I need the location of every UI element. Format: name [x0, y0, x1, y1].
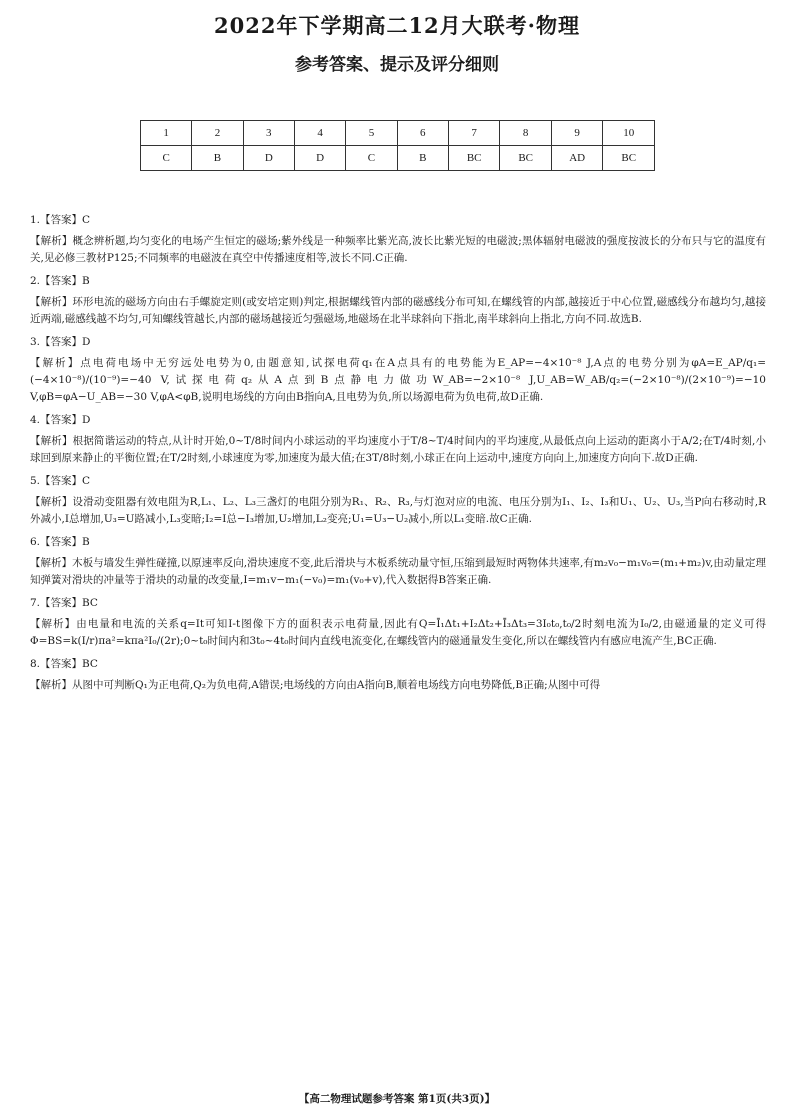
question-number-cell: 6 — [397, 121, 448, 146]
answer-cell: BC — [603, 146, 655, 171]
answer-cell: C — [346, 146, 397, 171]
page-footer: 【高二物理试题参考答案 第1页(共3页)】 — [298, 1093, 496, 1105]
answer-table-number-row — [141, 121, 655, 146]
question-block — [30, 334, 766, 406]
question-analysis: 【解析】设滑动变阻器有效电阻为R,L₁、L₂、L₃三盏灯的电阻分别为R₁、R₂、R₃,与灯泡对应的电流、电压分别为I₁、I₂、I₃和U₁、U₂、U₃,当P向右移动时,R外减小,I总增加,U₃=U路减小,L₃变暗;I₂=I总−I₃增加,U₂增加,L₂变亮;U₁=U₃−U₂减小,所以L₁变暗.故C正确. — [30, 496, 766, 525]
page-title: 2022年下学期高二12月大联考·物理 — [214, 13, 580, 38]
question-analysis: 【解析】根据简谐运动的特点,从计时开始,0~T/8时间内小球运动的平均速度小于T/8~T/4时间内的平均速度,从最低点向上运动的距离小于A/2;在T/4时刻,小球回到原来静止的平衡位置;在T/2时刻,小球速度为零,加速度为最大值;在3T/8时刻,小球正在向上运动中,速度方向向上,加速度方向向下.故D正确. — [30, 435, 766, 464]
question-answer-label: 7.【答案】BC — [30, 597, 98, 609]
question-block — [30, 534, 766, 589]
question-block — [30, 273, 766, 328]
question-number-cell: 5 — [346, 121, 397, 146]
question-number-cell: 9 — [551, 121, 603, 146]
question-analysis: 【解析】从图中可判断Q₁为正电荷,Q₂为负电荷,A错误;电场线的方向由A指向B,顺着电场线方向电势降低,B正确;从图中可得 — [30, 679, 601, 691]
question-block — [30, 656, 766, 694]
question-block — [30, 473, 766, 528]
question-analysis: 【解析】概念辨析题,均匀变化的电场产生恒定的磁场;紫外线是一种频率比紫光高,波长比紫光短的电磁波;黑体辐射电磁波的强度按波长的分布只与它的温度有关,见必修三教材P125;不同频率的电磁波在真空中传播速度相等,波长不同.C正确. — [30, 235, 766, 264]
question-answer-label: 4.【答案】D — [30, 414, 91, 426]
question-answer-label: 3.【答案】D — [30, 336, 91, 348]
question-number-cell: 2 — [192, 121, 243, 146]
question-answer-label: 5.【答案】C — [30, 475, 91, 487]
question-answer-label: 2.【答案】B — [30, 275, 90, 287]
question-analysis: 【解析】环形电流的磁场方向由右手螺旋定则(或安培定则)判定,根据螺线管内部的磁感线分布可知,在螺线管的内部,越接近于中心位置,磁感线分布越均匀,越接近两端,磁感线越不均匀,可知螺线管越长,内部的磁场越接近匀强磁场,地磁场在北半球斜向下指北,南半球斜向上指北,方向不同.故选B. — [30, 296, 766, 325]
question-analysis: 【解析】由电量和电流的关系q=It可知I-t图像下方的面积表示电荷量,因此有Q=Ī₁Δt₁+I₂Δt₂+Ī₃Δt₃=3I₀t₀,t₀/2时刻电流为I₀/2,由磁通量的定义可得Φ=BS=k(I/r)πa²=kπa²I₀/(2r);0~t₀时间内和3t₀~4t₀时间内直线电流变化,在螺线管内的磁通量发生变化,所以在螺线管内有感应电流产生,BC正确. — [30, 618, 766, 647]
question-number-cell: 1 — [141, 121, 192, 146]
answer-cell: D — [294, 146, 345, 171]
answer-table — [140, 120, 655, 171]
answer-table-answer-row — [141, 146, 655, 171]
question-answer-label: 6.【答案】B — [30, 536, 90, 548]
question-number-cell: 8 — [500, 121, 552, 146]
answer-cell: D — [243, 146, 294, 171]
answer-cell: BC — [448, 146, 500, 171]
question-number-cell: 4 — [294, 121, 345, 146]
answer-cell: B — [192, 146, 243, 171]
question-answer-label: 8.【答案】BC — [30, 658, 98, 670]
answer-cell: B — [397, 146, 448, 171]
solutions-body — [30, 210, 766, 700]
question-number-cell: 3 — [243, 121, 294, 146]
question-block — [30, 412, 766, 467]
question-block — [30, 212, 766, 267]
question-number-cell: 7 — [448, 121, 500, 146]
question-block — [30, 595, 766, 650]
answer-cell: AD — [551, 146, 603, 171]
answer-cell: C — [141, 146, 192, 171]
answer-cell: BC — [500, 146, 552, 171]
question-answer-label: 1.【答案】C — [30, 214, 91, 226]
page-subtitle: 参考答案、提示及评分细则 — [295, 55, 499, 75]
question-analysis: 【解析】木板与墙发生弹性碰撞,以原速率反向,滑块速度不变,此后滑块与木板系统动量守恒,压缩到最短时两物体共速率,有m₂v₀−m₁v₀=(m₁+m₂)v,由动量定理知弹簧对滑块的冲量等于滑块的动量的改变量,I=m₁v−m₁(−v₀)=m₁(v₀+v),代入数据得B答案正确. — [30, 557, 766, 586]
question-number-cell: 10 — [603, 121, 655, 146]
question-analysis: 【解析】点电荷电场中无穷远处电势为0,由题意知,试探电荷q₁在A点具有的电势能为E_AP=−4×10⁻⁸ J,A点的电势分别为φA=E_AP/q₁=(−4×10⁻⁸)/(10⁻⁹)=−40 V,试探电荷q₂从A点到B点静电力做功W_AB=−2×10⁻⁸ J,U_AB=W_AB/q₂=(−2×10⁻⁸)/(2×10⁻⁹)=−10 V,φB=φA−U_AB=−30 V,φA<φB,说明电场线的方向由B指向A,且电势为负,所以场源电荷为负电荷,故D正确. — [30, 357, 766, 403]
